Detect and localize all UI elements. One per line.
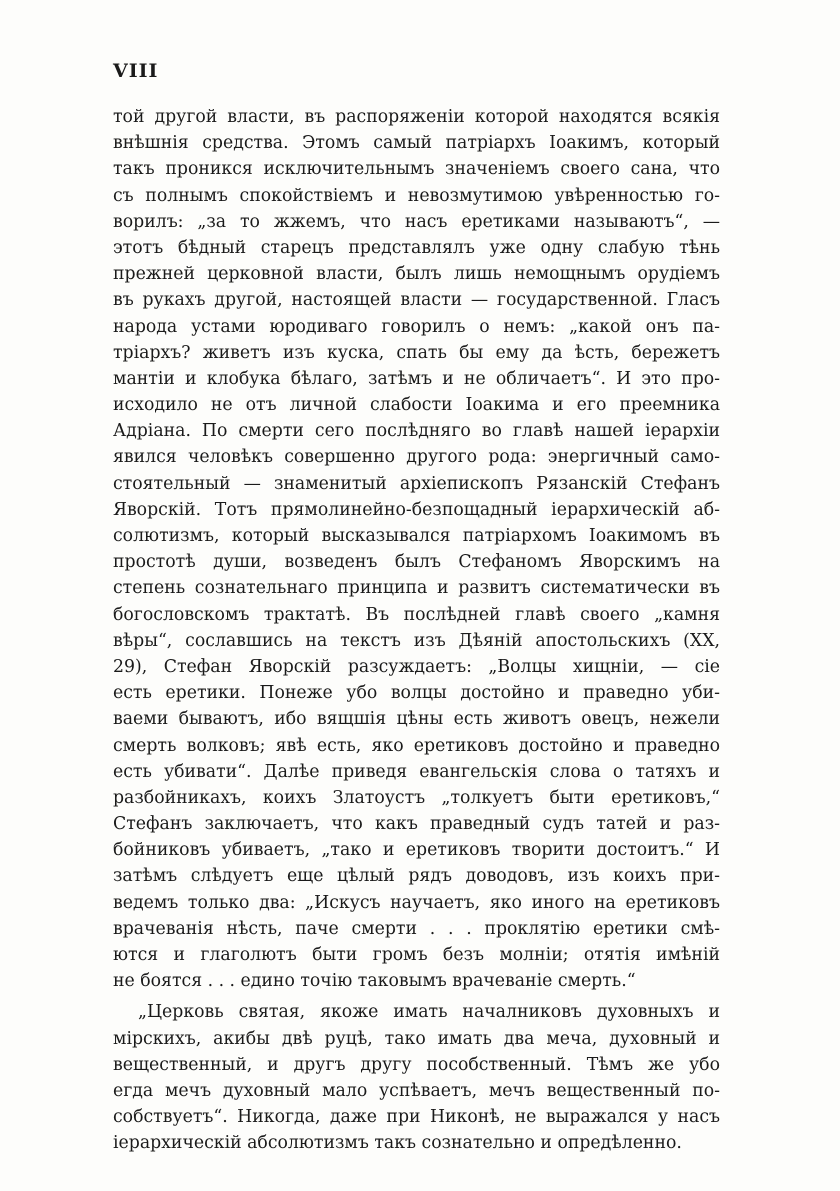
text-line: смерть волковъ; явѣ есть, яко еретиковъ достойно и праведно [113,735,720,756]
text-line: исходило не отъ личной слабости Іоакима и его преемника [113,395,720,416]
paragraph [113,104,720,994]
text-line: ются и глаголютъ быти громъ безъ молніи; отятія имѣній [113,945,720,965]
paragraph [113,999,720,1156]
text-line: ваеми бываютъ, ибо вящшія цѣны есть животъ овецъ, нежели [113,709,720,730]
text-line: простотѣ души, возведенъ былъ Стефаномъ Яворскимъ на [113,552,720,573]
body-text [113,104,720,1157]
text-line: есть еретики. Понеже убо волцы достойно и праведно уби- [113,683,720,704]
text-line: Стефанъ заключаетъ, что какъ праведный судъ татей и раз- [113,814,720,835]
text-line: въ рукахъ другой, настоящей власти — государственной. Гласъ [113,290,720,311]
text-line: стоятельный — знаменитый архіепископъ Рязанскій Стефанъ [113,473,720,494]
text-line: вѣры“, сославшись на текстъ изъ Дѣяній апостольскихъ (XX, [113,630,720,651]
text-line: той другой власти, въ распоряженіи которой находятся всякія [113,107,720,127]
text-line: собствуетъ“. Никогда, даже при Никонѣ, не выражался у насъ [113,1107,720,1128]
text-line: тріархъ? живетъ изъ куска, спать бы ему да ѣсть, бережетъ [113,342,720,363]
text-line: внѣшнія средства. Этомъ самый патріархъ Іоакимъ, который [113,133,720,154]
text-line: прежней церковной власти, былъ лишь немощнымъ орудіемъ [113,264,720,285]
text-line: вещественный, и другъ другу пособственный. Тѣмъ же убо [113,1054,720,1075]
text-line: іерархическій абсолютизмъ такъ сознательно и опредѣленно. [113,1133,682,1154]
text-line: Адріана. По смерти сего послѣдняго во главѣ нашей іерархіи [113,421,720,442]
text-line: врачеванія нѣсть, паче смерти . . . проклятію еретики смѣ- [113,918,720,939]
text-line: такъ проникся исключительнымъ значеніемъ своего сана, что [113,159,720,180]
text-line: мантіи и клобука бѣлаго, затѣмъ и не обличаетъ“. И это про- [113,368,720,389]
text-line: не боятся . . . едино точію таковымъ врачеваніе смерть.“ [113,971,636,992]
text-line: мірскихъ, акибы двѣ руцѣ, тако имать два меча, духовный и [113,1028,720,1049]
text-line: 29), Стефан Яворскій разсуждаетъ: „Волцы хищніи, — сіе [113,656,720,677]
text-line: явился человѣкъ совершенно другого рода: энергичный само- [113,447,720,468]
text-line: степень сознательнаго принципа и развитъ систематически въ [113,578,720,599]
text-line: есть убивати“. Далѣе приведя евангельскія слова о татяхъ и [113,761,720,782]
text-line: Яворскій. Тотъ прямолинейно-безпощадный іерархическій аб- [113,499,720,520]
text-line: „Церковь святая, якоже имать началниковъ духовныхъ и [138,1002,720,1023]
text-line: бойниковъ убиваетъ, „тако и еретиковъ творити достоитъ.“ И [113,840,720,861]
text-line: народа устами юродиваго говорилъ о немъ: „какой онъ па- [113,316,720,337]
text-line: егда мечъ духовный мало успѣваетъ, мечъ вещественный по- [113,1080,720,1101]
page-number: VIII [113,60,159,82]
text-line: ворилъ: „за то жжемъ, что насъ еретиками называютъ“, — [113,211,720,232]
text-line: затѣмъ слѣдуетъ еще цѣлый рядъ доводовъ, изъ коихъ при- [113,866,720,887]
text-line: этотъ бѣдный старецъ представлялъ уже одну слабую тѣнь [113,237,720,258]
text-line: съ полнымъ спокойствіемъ и невозмутимою увѣренностью го- [113,185,720,206]
text-line: ведемъ только два: „Искусъ научаетъ, яко иного на еретиковъ [113,892,720,913]
text-line: разбойникахъ, коихъ Златоустъ „толкуетъ быти еретиковъ,“ [113,787,720,808]
text-line: богословскомъ трактатѣ. Въ послѣдней главѣ своего „камня [113,604,720,625]
text-line: солютизмъ, который высказывался патріархомъ Іоакимомъ въ [113,526,720,546]
